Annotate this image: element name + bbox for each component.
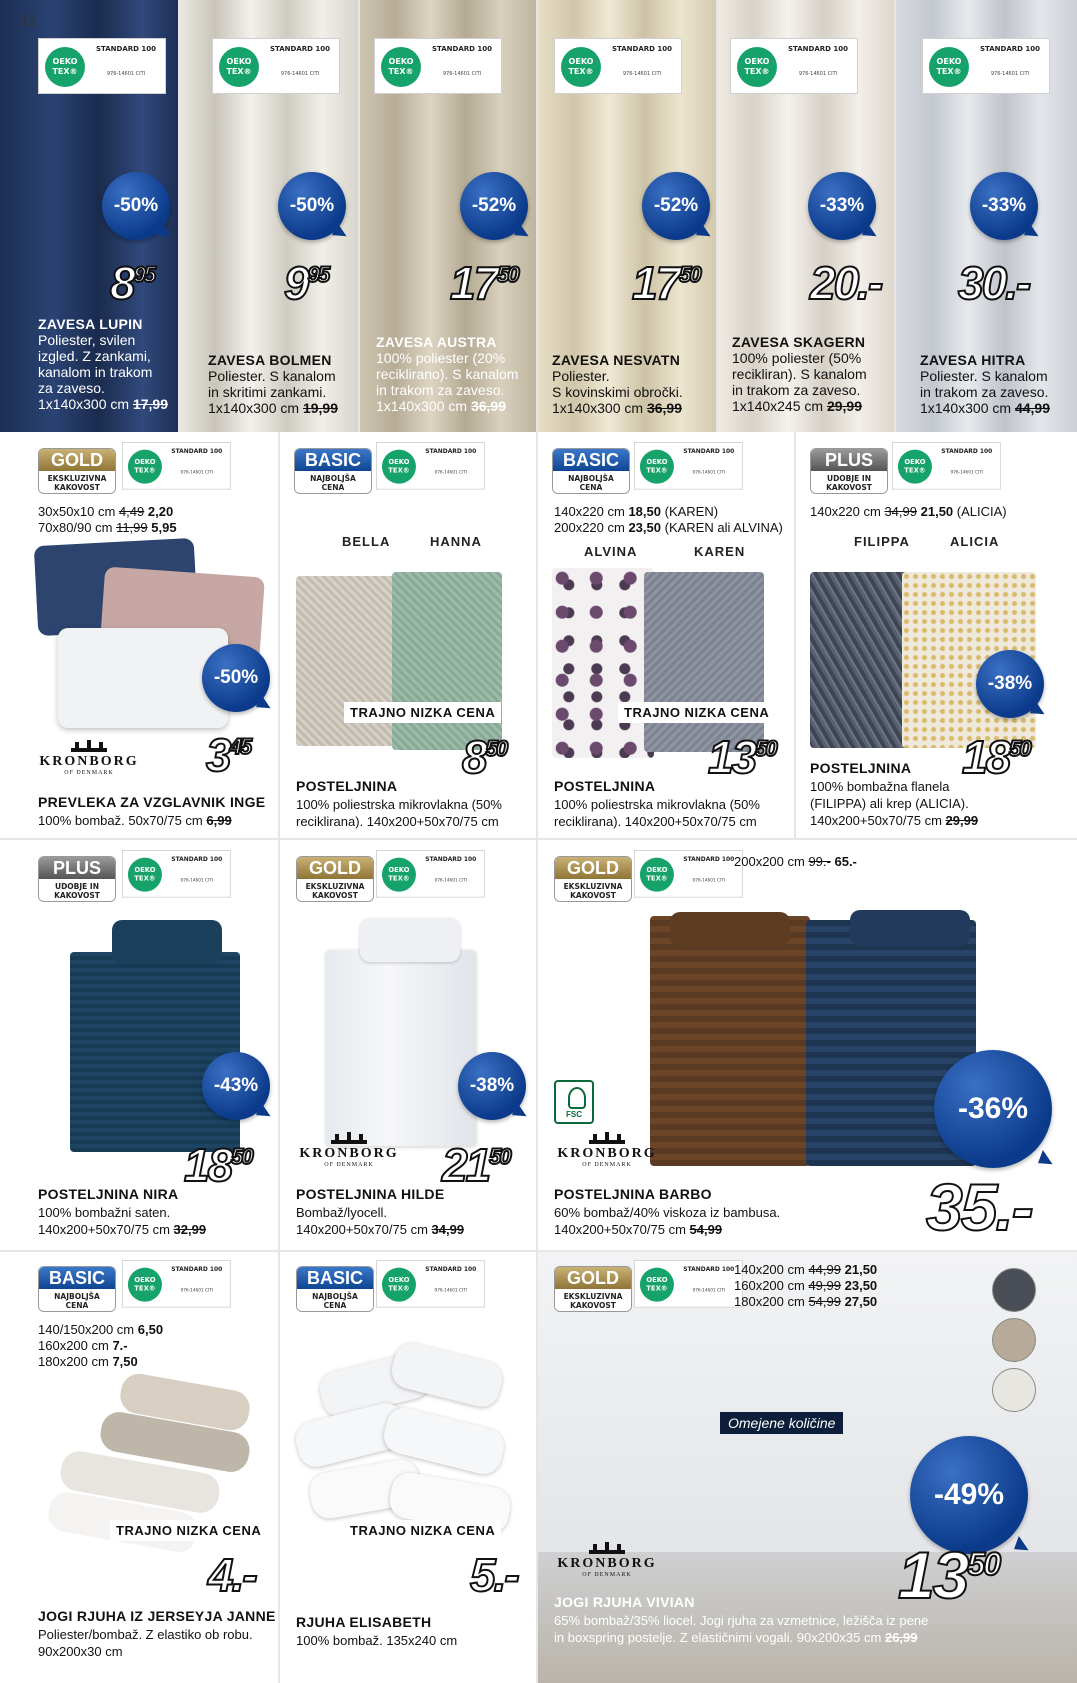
price: 850	[462, 731, 507, 783]
bedding-alvina-image	[552, 568, 654, 758]
bedding-nira-image	[70, 952, 240, 1152]
oeko-tex-label: OEKO TEX® STANDARD 100 976-14601 CITI	[376, 850, 485, 898]
product-name: ZAVESA AUSTRA	[376, 334, 497, 350]
curtain-card-austra[interactable]	[360, 0, 538, 432]
product-name: JOGI RJUHA VIVIAN	[554, 1594, 695, 1610]
pillow-barbo-blue-image	[850, 910, 970, 946]
product-card-inge[interactable]	[0, 432, 280, 840]
product-name: ZAVESA HITRA	[920, 352, 1026, 368]
product-name: RJUHA ELISABETH	[296, 1614, 432, 1630]
tier-label-basic: BASIC NAJBOLJŠA CENA	[294, 448, 372, 494]
price: 35.-	[926, 1170, 1032, 1244]
discount-badge: -33%	[970, 172, 1038, 240]
size-price-list: 140x220 cm 34,99 21,50 (ALICIA)	[810, 504, 1007, 519]
product-card-filippa-alicia[interactable]	[796, 432, 1077, 840]
fsc-logo: FSC	[554, 1080, 594, 1124]
oeko-tex-label: OEKO TEX® STANDARD 100 976-14601 CITI	[376, 1260, 485, 1308]
permanent-low-price-tag: TRAJNO NIZKA CENA	[110, 1520, 267, 1541]
product-name: PREVLEKA ZA VZGLAVNIK INGE	[38, 794, 266, 810]
product-desc: 100% bombaž. 50x70/75 cm 6,99	[38, 813, 232, 828]
variant-label-hanna: HANNA	[430, 534, 482, 549]
oeko-tex-label: OEKO TEX® STANDARD 100 976-14601 CITI	[122, 1260, 231, 1308]
variant-label-alvina: ALVINA	[584, 544, 638, 559]
product-desc: 100% bombažna flanela (FILIPPA) ali krep (ALICIA). 140x200+50x70/75 cm 29,99	[810, 779, 979, 828]
product-card-bella-hanna[interactable]	[280, 432, 538, 840]
discount-badge: -50%	[278, 172, 346, 240]
product-name: POSTELJNINA HILDE	[296, 1186, 445, 1202]
kronborg-logo: KRONBORG OF DENMARK	[552, 1132, 662, 1168]
price: 895	[110, 257, 155, 309]
permanent-low-price-tag: TRAJNO NIZKA CENA	[344, 1520, 501, 1541]
price: 1750	[632, 257, 700, 309]
tier-label-basic: BASIC NAJBOLJŠA CENA	[552, 448, 630, 494]
oeko-tex-label: OEKO TEX® STANDARD 100 976-14601 CITI	[122, 442, 231, 490]
oeko-tex-label: OEKO TEX® STANDARD 100 976-14601 CITI	[634, 850, 743, 898]
price: 2150	[442, 1139, 510, 1191]
product-name: POSTELJNINA	[810, 760, 912, 776]
product-name: ZAVESA LUPIN	[38, 316, 143, 332]
price: 1750	[450, 257, 518, 309]
product-desc: Bombaž/lyocell. 140x200+50x70/75 cm 34,99	[296, 1205, 465, 1237]
price: 345	[206, 729, 251, 781]
variant-label-karen: KAREN	[694, 544, 746, 559]
price: 5.-	[470, 1549, 518, 1601]
oeko-tex-label: OEKO TEX® STANDARD 100 976-14601 CITI	[634, 442, 743, 490]
price: 20.-	[810, 257, 882, 309]
product-name: ZAVESA BOLMEN	[208, 352, 332, 368]
oeko-tex-label: OEKO TEX® STANDARD 100 976-14601 CITI	[554, 38, 682, 94]
product-desc: 65% bombaž/35% liocel. Jogi rjuha za vzmetnice, ležišča iz pene in boxspring postelje. Z elastičnimi vogali. 90x200x35 cm 26,99	[554, 1613, 929, 1645]
product-card-alvina-karen[interactable]	[538, 432, 796, 840]
product-name: POSTELJNINA NIRA	[38, 1186, 179, 1202]
curtain-card-nesvatn[interactable]	[538, 0, 718, 432]
kronborg-logo: KRONBORG OF DENMARK	[552, 1542, 662, 1578]
discount-badge: -52%	[642, 172, 710, 240]
discount-badge: -49%	[910, 1436, 1028, 1554]
color-swatch-white[interactable]	[992, 1368, 1036, 1412]
product-info: ZAVESA BOLMEN Poliester. S kanalom in skritimi zankami. 1x140x300 cm 19,99	[208, 352, 358, 416]
product-info: ZAVESA AUSTRA 100% poliester (20% reciklirano). S kanalom in trakom za zaveso. 1x140x300 cm 36,99	[376, 334, 536, 414]
discount-badge: -36%	[934, 1050, 1052, 1168]
oeko-tex-label: OEKO TEX® STANDARD 100 976-14601 CITI	[38, 38, 166, 94]
product-desc: 100% poliestrska mikrovlakna (50% reciklirana). 140x200+50x70/75 cm	[296, 797, 502, 829]
discount-badge: -50%	[202, 644, 270, 712]
product-name: ZAVESA NESVATN	[552, 352, 681, 368]
tier-label-plus: PLUS UDOBJE IN KAKOVOST	[38, 856, 116, 902]
bedding-barbo-brown-image	[650, 916, 810, 1166]
color-swatch-grey[interactable]	[992, 1268, 1036, 1312]
discount-badge: -38%	[976, 650, 1044, 718]
tier-label-gold: GOLD EKSKLUZIVNA KAKOVOST	[554, 1266, 632, 1312]
product-name: ZAVESA SKAGERN	[732, 334, 866, 350]
tier-label-plus: PLUS UDOBJE IN KAKOVOST	[810, 448, 888, 494]
product-card-hilde[interactable]	[280, 840, 538, 1252]
product-card-elisabeth[interactable]	[280, 1252, 538, 1683]
tier-label-gold: GOLD EKSKLUZIVNA KAKOVOST	[554, 856, 632, 902]
kronborg-logo: KRONBORG OF DENMARK	[294, 1132, 404, 1168]
product-info: ZAVESA HITRA Poliester. S kanalom in trakom za zaveso. 1x140x300 cm 44,99	[920, 352, 1076, 416]
product-info: ZAVESA SKAGERN 100% poliester (50% recikliran). S kanalom in trakom za zaveso. 1x140x245 cm 29,99	[732, 334, 896, 414]
oeko-tex-label: OEKO TEX® STANDARD 100 976-14601 CITI	[892, 442, 1001, 490]
price: 4.-	[208, 1549, 256, 1601]
oeko-tex-label: OEKO TEX® STANDARD 100 976-14601 CITI	[212, 38, 340, 94]
size-price-list: 140x220 cm 18,50 (KAREN) 200x220 cm 23,50 (KAREN ali ALVINA)	[554, 504, 783, 535]
bedding-karen-image	[644, 572, 764, 752]
price: 1350	[898, 1538, 1000, 1612]
product-desc: 100% bombaž. 135x240 cm	[296, 1633, 458, 1648]
permanent-low-price-tag: TRAJNO NIZKA CENA	[344, 702, 501, 723]
color-swatch-beige[interactable]	[992, 1318, 1036, 1362]
price: 1850	[184, 1139, 252, 1191]
discount-badge: -33%	[808, 172, 876, 240]
product-info: ZAVESA LUPIN Poliester, svilen izgled. Z zankami, kanalom in trakom za zaveso. 1x140x300 cm 17,99	[38, 316, 178, 412]
size-price-list: 200x200 cm 99.- 65.-	[734, 854, 857, 869]
size-price-list: 140x200 cm 44,99 21,50 160x200 cm 49,99 23,50 180x200 cm 54,99 27,50	[734, 1262, 878, 1309]
size-price-list: 140/150x200 cm 6,50 160x200 cm 7.- 180x200 cm 7,50	[38, 1322, 164, 1369]
product-info: ZAVESA NESVATN Poliester. S kovinskimi obročki. 1x140x300 cm 36,99	[552, 352, 716, 416]
product-name: POSTELJNINA BARBO	[554, 1186, 712, 1202]
curtain-card-bolmen[interactable]	[180, 0, 360, 432]
variant-label-filippa: FILIPPA	[854, 534, 910, 549]
tier-label-gold: GOLD EKSKLUZIVNA KAKOVOST	[38, 448, 116, 494]
product-card-nira[interactable]	[0, 840, 280, 1252]
pillow-hilde-image	[360, 918, 460, 962]
size-price-list: 30x50x10 cm 4,49 2,20 70x80/90 cm 11,99 5,95	[38, 504, 177, 535]
price: 1350	[708, 731, 776, 783]
oeko-tex-label: OEKO TEX® STANDARD 100 976-14601 CITI	[122, 850, 231, 898]
product-name: POSTELJNINA	[296, 778, 398, 794]
price: 995	[284, 257, 329, 309]
page-number: 12	[20, 14, 37, 29]
curtain-card-hitra[interactable]	[896, 0, 1077, 432]
limited-quantity-label: Omejene količine	[720, 1412, 843, 1434]
product-desc: 60% bombaž/40% viskoza iz bambusa. 140x200+50x70/75 cm 54,99	[554, 1205, 781, 1237]
variant-label-bella: BELLA	[342, 534, 391, 549]
oeko-tex-label: OEKO TEX® STANDARD 100 976-14601 CITI	[922, 38, 1050, 94]
kronborg-logo: KRONBORG OF DENMARK	[34, 740, 144, 776]
discount-badge: -50%	[102, 172, 170, 240]
pillow-nira-image	[112, 920, 222, 964]
oeko-tex-label: OEKO TEX® STANDARD 100 976-14601 CITI	[730, 38, 858, 94]
tier-label-basic: BASIC NAJBOLJŠA CENA	[296, 1266, 374, 1312]
tier-label-basic: BASIC NAJBOLJŠA CENA	[38, 1266, 116, 1312]
product-desc: 100% poliestrska mikrovlakna (50% reciklirana). 140x200+50x70/75 cm	[554, 797, 760, 829]
product-card-janne[interactable]	[0, 1252, 280, 1683]
variant-label-alicia: ALICIA	[950, 534, 1000, 549]
product-desc: Poliester/bombaž. Z elastiko ob robu. 90x200x30 cm	[38, 1627, 253, 1659]
oeko-tex-label: OEKO TEX® STANDARD 100 976-14601 CITI	[634, 1260, 743, 1308]
product-card-vivian[interactable]	[538, 1252, 1077, 1683]
discount-badge: -52%	[460, 172, 528, 240]
curtain-card-lupin[interactable]	[0, 0, 180, 432]
tier-label-gold: GOLD EKSKLUZIVNA KAKOVOST	[296, 856, 374, 902]
bedding-hilde-image	[326, 950, 476, 1146]
product-name: POSTELJNINA	[554, 778, 656, 794]
bedding-hanna-image	[392, 572, 502, 750]
pillow-barbo-brown-image	[670, 912, 790, 946]
product-name: JOGI RJUHA IZ JERSEYJA JANNE	[38, 1608, 276, 1624]
discount-badge: -43%	[202, 1052, 270, 1120]
product-desc: 100% bombažni saten. 140x200+50x70/75 cm 32,99	[38, 1205, 207, 1237]
curtain-card-skagern[interactable]	[718, 0, 896, 432]
oeko-tex-label: OEKO TEX® STANDARD 100 976-14601 CITI	[376, 442, 485, 490]
price: 1850	[962, 731, 1030, 783]
permanent-low-price-tag: TRAJNO NIZKA CENA	[618, 702, 775, 723]
discount-badge: -38%	[458, 1052, 526, 1120]
oeko-tex-label: OEKO TEX® STANDARD 100 976-14601 CITI	[374, 38, 502, 94]
price: 30.-	[958, 257, 1030, 309]
product-card-barbo[interactable]	[538, 840, 1077, 1252]
